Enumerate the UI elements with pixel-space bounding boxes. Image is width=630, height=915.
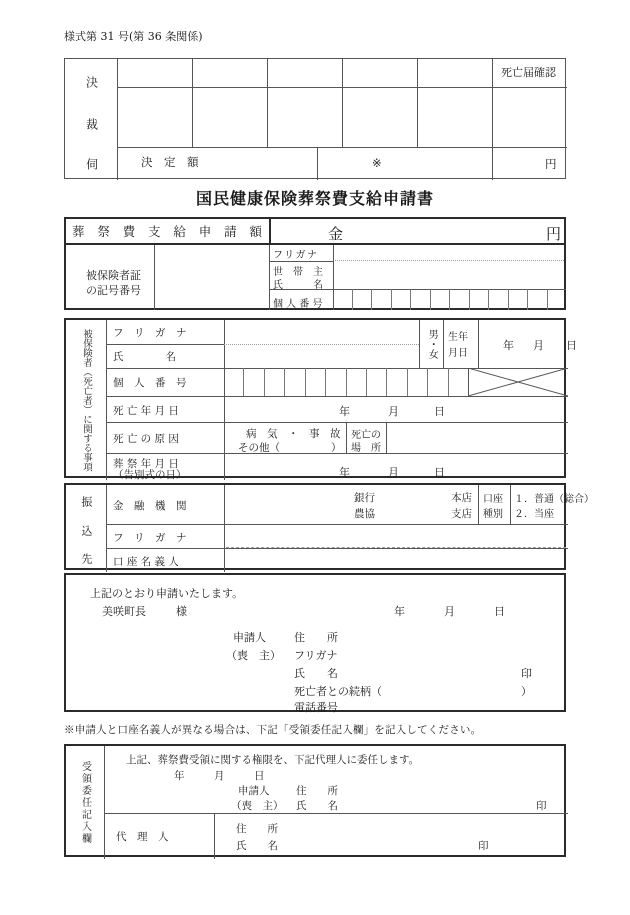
approval-yen-label: 円 — [545, 157, 557, 171]
agent-seal-label[interactable]: 印 — [478, 840, 489, 852]
proxy-note: ※申請人と口座名義人が異なる場合は、下記「受領委任記入欄」を記入してください。 — [64, 724, 482, 736]
declaration-block — [64, 573, 566, 712]
mynumber-cell[interactable] — [325, 368, 345, 396]
decided-amount-label — [127, 147, 247, 178]
householder-name-label-1: 世 帯 主 — [273, 267, 323, 278]
asterisk-mark: ※ — [372, 156, 382, 170]
approval-slot-1[interactable] — [117, 59, 192, 87]
mynumber-cell[interactable] — [391, 289, 411, 310]
branch-office-label[interactable]: 支店 — [451, 508, 472, 520]
approval-slot-3[interactable] — [267, 59, 342, 87]
mynumber-cell[interactable] — [366, 368, 386, 396]
funeral-date-day-label: 日 — [434, 466, 445, 479]
mynumber-cell[interactable] — [243, 368, 263, 396]
insured-gender-label: 男・女 — [426, 329, 438, 359]
bank-type-bank-label[interactable]: 銀行 — [354, 492, 375, 504]
divider — [269, 245, 270, 310]
agent-label-text: 代 理 人 — [116, 830, 169, 843]
insured-mynumber-cells[interactable] — [224, 368, 468, 396]
declaration-day-label: 日 — [494, 605, 505, 618]
insured-name-input[interactable] — [224, 344, 419, 368]
insured-death-date-label — [111, 401, 216, 419]
insured-birth-month-label: 月 — [533, 339, 544, 352]
insurance-card-label-1: 被保険者証 — [86, 269, 141, 282]
bank-institution-label — [111, 496, 216, 514]
mynumber-cell[interactable] — [333, 289, 352, 310]
applicant-sub-label: （喪 主） — [226, 649, 281, 662]
divider — [269, 261, 333, 262]
mynumber-cell[interactable] — [346, 368, 366, 396]
funeral-date-month-label: 月 — [388, 466, 399, 479]
insured-mynumber-label-text: 個 人 番 号 — [113, 376, 187, 389]
bank-holder-furigana-input[interactable] — [224, 524, 568, 548]
agent-address-input[interactable] — [301, 817, 556, 833]
proxy-applicant-address-input[interactable] — [356, 779, 556, 795]
insured-death-cause-label-text: 死 亡 の 原 因 — [113, 432, 179, 445]
money-prefix-label: 金 — [328, 225, 344, 243]
label-char: 支 — [148, 224, 161, 239]
divider — [106, 344, 224, 345]
mynumber-cell[interactable] — [352, 289, 372, 310]
mynumber-cell[interactable] — [547, 289, 567, 310]
bank-section-label-2: 込 — [79, 524, 93, 536]
proxy-applicant-seal-label[interactable]: 印 — [536, 800, 547, 812]
label-char: 申 — [198, 224, 212, 239]
mynumber-cell[interactable] — [407, 368, 427, 396]
death-place-label-2: 場 所 — [351, 443, 381, 454]
mynumber-cell[interactable] — [410, 289, 430, 310]
amount-row — [64, 217, 566, 245]
agent-address-label: 住 所 — [236, 823, 278, 835]
declaration-year-label: 年 — [394, 605, 405, 618]
divider — [269, 217, 271, 245]
approval-table — [64, 58, 566, 179]
proxy-applicant-label: 申請人 — [238, 785, 270, 797]
approval-label-ketsu: 決 — [84, 76, 99, 88]
form-number: 様式第 31 号(第 36 条関係) — [64, 30, 203, 43]
account-type-option-current[interactable]: ２．当座 — [514, 509, 554, 520]
label-char: 葬 — [72, 224, 85, 239]
proxy-year-label: 年 — [174, 770, 185, 782]
insurance-card-number-input[interactable] — [154, 245, 269, 310]
approval-slot-2[interactable] — [192, 59, 267, 87]
divider — [346, 422, 347, 453]
death-place-input[interactable] — [386, 422, 568, 453]
death-place-label-1: 死亡の — [351, 430, 381, 441]
householder-mynumber-label: 個 人 番 号 — [273, 299, 323, 310]
divider — [510, 485, 511, 524]
approval-seal-4[interactable] — [342, 87, 417, 147]
label-char: 額 — [249, 224, 262, 239]
death-date-year-label: 年 — [339, 405, 350, 418]
proxy-applicant-name-input[interactable] — [356, 794, 521, 810]
applicant-relation-close: ） — [521, 685, 532, 698]
insured-birth-label-1: 生年 — [448, 332, 468, 343]
divider — [106, 485, 107, 572]
approval-seal-1[interactable] — [117, 87, 192, 147]
applicant-address-input[interactable] — [356, 625, 556, 643]
divider — [478, 485, 479, 524]
insured-birth-label-2: 月日 — [448, 348, 468, 359]
label-char: 請 — [224, 224, 237, 239]
mynumber-cell[interactable] — [224, 368, 243, 396]
mynumber-cell[interactable] — [371, 289, 391, 310]
death-cause-option-illness-accident[interactable]: 病 気 ・ 事 故 — [246, 428, 341, 440]
insured-death-cause-label — [111, 429, 216, 447]
mynumber-cell[interactable] — [386, 368, 406, 396]
mynumber-cell[interactable] — [427, 368, 447, 396]
approval-slot-5[interactable] — [417, 59, 492, 87]
approval-seal-6[interactable] — [492, 87, 565, 147]
death-cause-option-other[interactable]: その他（ — [238, 442, 280, 454]
insured-furigana-label-text: フ リ ガ ナ — [113, 326, 187, 339]
insured-furigana-input[interactable] — [224, 320, 419, 344]
account-type-option-ordinary[interactable]: １．普通（総合） — [514, 494, 594, 505]
requested-amount-input[interactable] — [349, 219, 539, 243]
insured-name-label-text: 氏 名 — [113, 350, 176, 363]
account-type-label-2: 種別 — [483, 509, 503, 520]
bank-holder-label-text: 口 座 名 義 人 — [113, 555, 179, 568]
approval-seal-2[interactable] — [192, 87, 267, 147]
branch-head-office-label[interactable]: 本店 — [451, 492, 472, 504]
applicant-phone-input[interactable] — [366, 695, 556, 711]
insured-birth-date-input[interactable] — [478, 320, 568, 368]
page-title: 国民健康保険葬祭費支給申請書 — [195, 189, 434, 208]
bank-institution-label-text: 金 融 機 関 — [113, 499, 187, 512]
householder-name-label-2: 氏 名 — [273, 280, 323, 291]
insured-death-date-label-text: 死 亡 年 月 日 — [113, 404, 179, 417]
funeral-date-input[interactable] — [224, 453, 568, 480]
mynumber-cell[interactable] — [430, 289, 450, 310]
approval-label-sai: 裁 — [84, 118, 99, 130]
proxy-applicant-address-label: 住 所 — [296, 785, 338, 797]
death-cause-option-other-close: ） — [331, 442, 342, 454]
applicant-phone-label: 電話番号 — [294, 701, 338, 714]
label-char: 祭 — [97, 224, 110, 239]
proxy-applicant-sub-label: （喪 主） — [231, 800, 284, 812]
mynumber-cell[interactable] — [284, 368, 304, 396]
bank-section-label-1: 振 — [79, 495, 93, 507]
proxy-block — [64, 744, 566, 857]
mynumber-cell[interactable] — [488, 289, 508, 310]
declaration-date-input[interactable] — [381, 599, 521, 617]
divider — [104, 813, 568, 814]
insurance-card-label-2: の記号番号 — [86, 284, 141, 297]
decided-amount-label-text: 決 定 額 — [141, 155, 199, 170]
death-date-day-label: 日 — [434, 405, 445, 418]
mynumber-cell[interactable] — [448, 368, 468, 396]
funeral-date-label-2: （告別式の日） — [113, 469, 187, 481]
mynumber-cell[interactable] — [449, 289, 469, 310]
approval-label-shi: 伺 — [84, 158, 99, 170]
proxy-section-label: 受領委任記入欄 — [79, 760, 91, 845]
householder-furigana-label — [273, 246, 329, 261]
bank-block — [64, 483, 594, 570]
funeral-date-label-1-text: 葬 祭 年 月 日 — [113, 457, 179, 470]
applicant-furigana-input[interactable] — [356, 643, 556, 661]
mynumber-cell[interactable] — [527, 289, 547, 310]
approval-seal-3[interactable] — [267, 87, 342, 147]
bank-holder-input[interactable] — [224, 548, 568, 572]
amount-row-label — [72, 217, 262, 245]
divider — [104, 746, 105, 859]
crossed-out-cell — [468, 368, 568, 396]
applicant-relation-label: 死亡者との続柄（ — [294, 685, 382, 698]
mynumber-cell[interactable] — [508, 289, 528, 310]
label-char: 給 — [173, 224, 186, 239]
insured-section-label: 被保険者（死亡者）に関する事項 — [81, 328, 92, 472]
death-report-check-label: 死亡届確認 — [501, 66, 556, 80]
declaration-statement: 上記のとおり申請いたします。 — [90, 587, 244, 600]
bank-furigana-label-text: フ リ ガ ナ — [113, 531, 187, 544]
applicant-name-input[interactable] — [356, 661, 516, 679]
insured-name-label — [111, 347, 216, 365]
decided-amount-input[interactable] — [317, 147, 565, 178]
proxy-month-label: 月 — [214, 770, 225, 782]
approval-slot-4[interactable] — [342, 59, 417, 87]
branch-name-input[interactable] — [378, 485, 448, 524]
mynumber-cell[interactable] — [305, 368, 325, 396]
applicant-name-label: 氏 名 — [294, 667, 338, 680]
insured-birth-day-label: 日 — [566, 339, 577, 352]
account-type-label-1: 口座 — [483, 494, 503, 505]
applicant-address-label: 住 所 — [294, 631, 338, 644]
householder-name-input[interactable] — [333, 261, 566, 289]
bank-furigana-label — [111, 529, 216, 545]
insured-furigana-label — [111, 323, 216, 341]
mynumber-cell[interactable] — [264, 368, 284, 396]
death-date-month-label: 月 — [388, 405, 399, 418]
divider — [443, 320, 444, 368]
bank-holder-label — [111, 553, 216, 569]
applicant-furigana-label: フリガナ — [294, 649, 338, 662]
proxy-statement: 上記、葬祭費受領に関する権限を、下記代理人に委任します。 — [126, 754, 420, 766]
bank-name-input[interactable] — [224, 485, 374, 524]
insured-block — [64, 318, 577, 481]
death-date-input[interactable] — [224, 396, 568, 422]
proxy-date-input[interactable] — [166, 764, 276, 780]
householder-furigana-label-text: フリガナ — [273, 250, 319, 261]
agent-name-label: 氏 名 — [236, 840, 278, 852]
proxy-day-label: 日 — [254, 770, 265, 782]
applicant-seal-label[interactable]: 印 — [521, 667, 532, 680]
agent-name-input[interactable] — [301, 834, 471, 850]
bank-type-coop-label[interactable]: 農協 — [354, 508, 375, 520]
approval-seal-5[interactable] — [417, 87, 492, 147]
mynumber-cell[interactable] — [469, 289, 489, 310]
householder-row — [64, 245, 566, 310]
householder-furigana-input[interactable] — [333, 245, 566, 260]
proxy-applicant-name-label: 氏 名 — [296, 800, 338, 812]
householder-mynumber-cells[interactable] — [333, 289, 566, 310]
honorific-label: 様 — [176, 605, 187, 618]
municipality-head-label: 美咲町長 — [102, 605, 146, 618]
divider — [214, 813, 215, 859]
insured-mynumber-label — [111, 373, 216, 391]
declaration-month-label: 月 — [444, 605, 455, 618]
insured-birth-year-label: 年 — [503, 339, 514, 352]
applicant-label: 申請人 — [233, 631, 266, 644]
funeral-date-year-label: 年 — [339, 466, 350, 479]
bank-section-label-3: 先 — [79, 552, 93, 564]
agent-label — [114, 828, 204, 844]
amount-yen-label: 円 — [546, 225, 562, 243]
label-char: 費 — [122, 224, 136, 239]
